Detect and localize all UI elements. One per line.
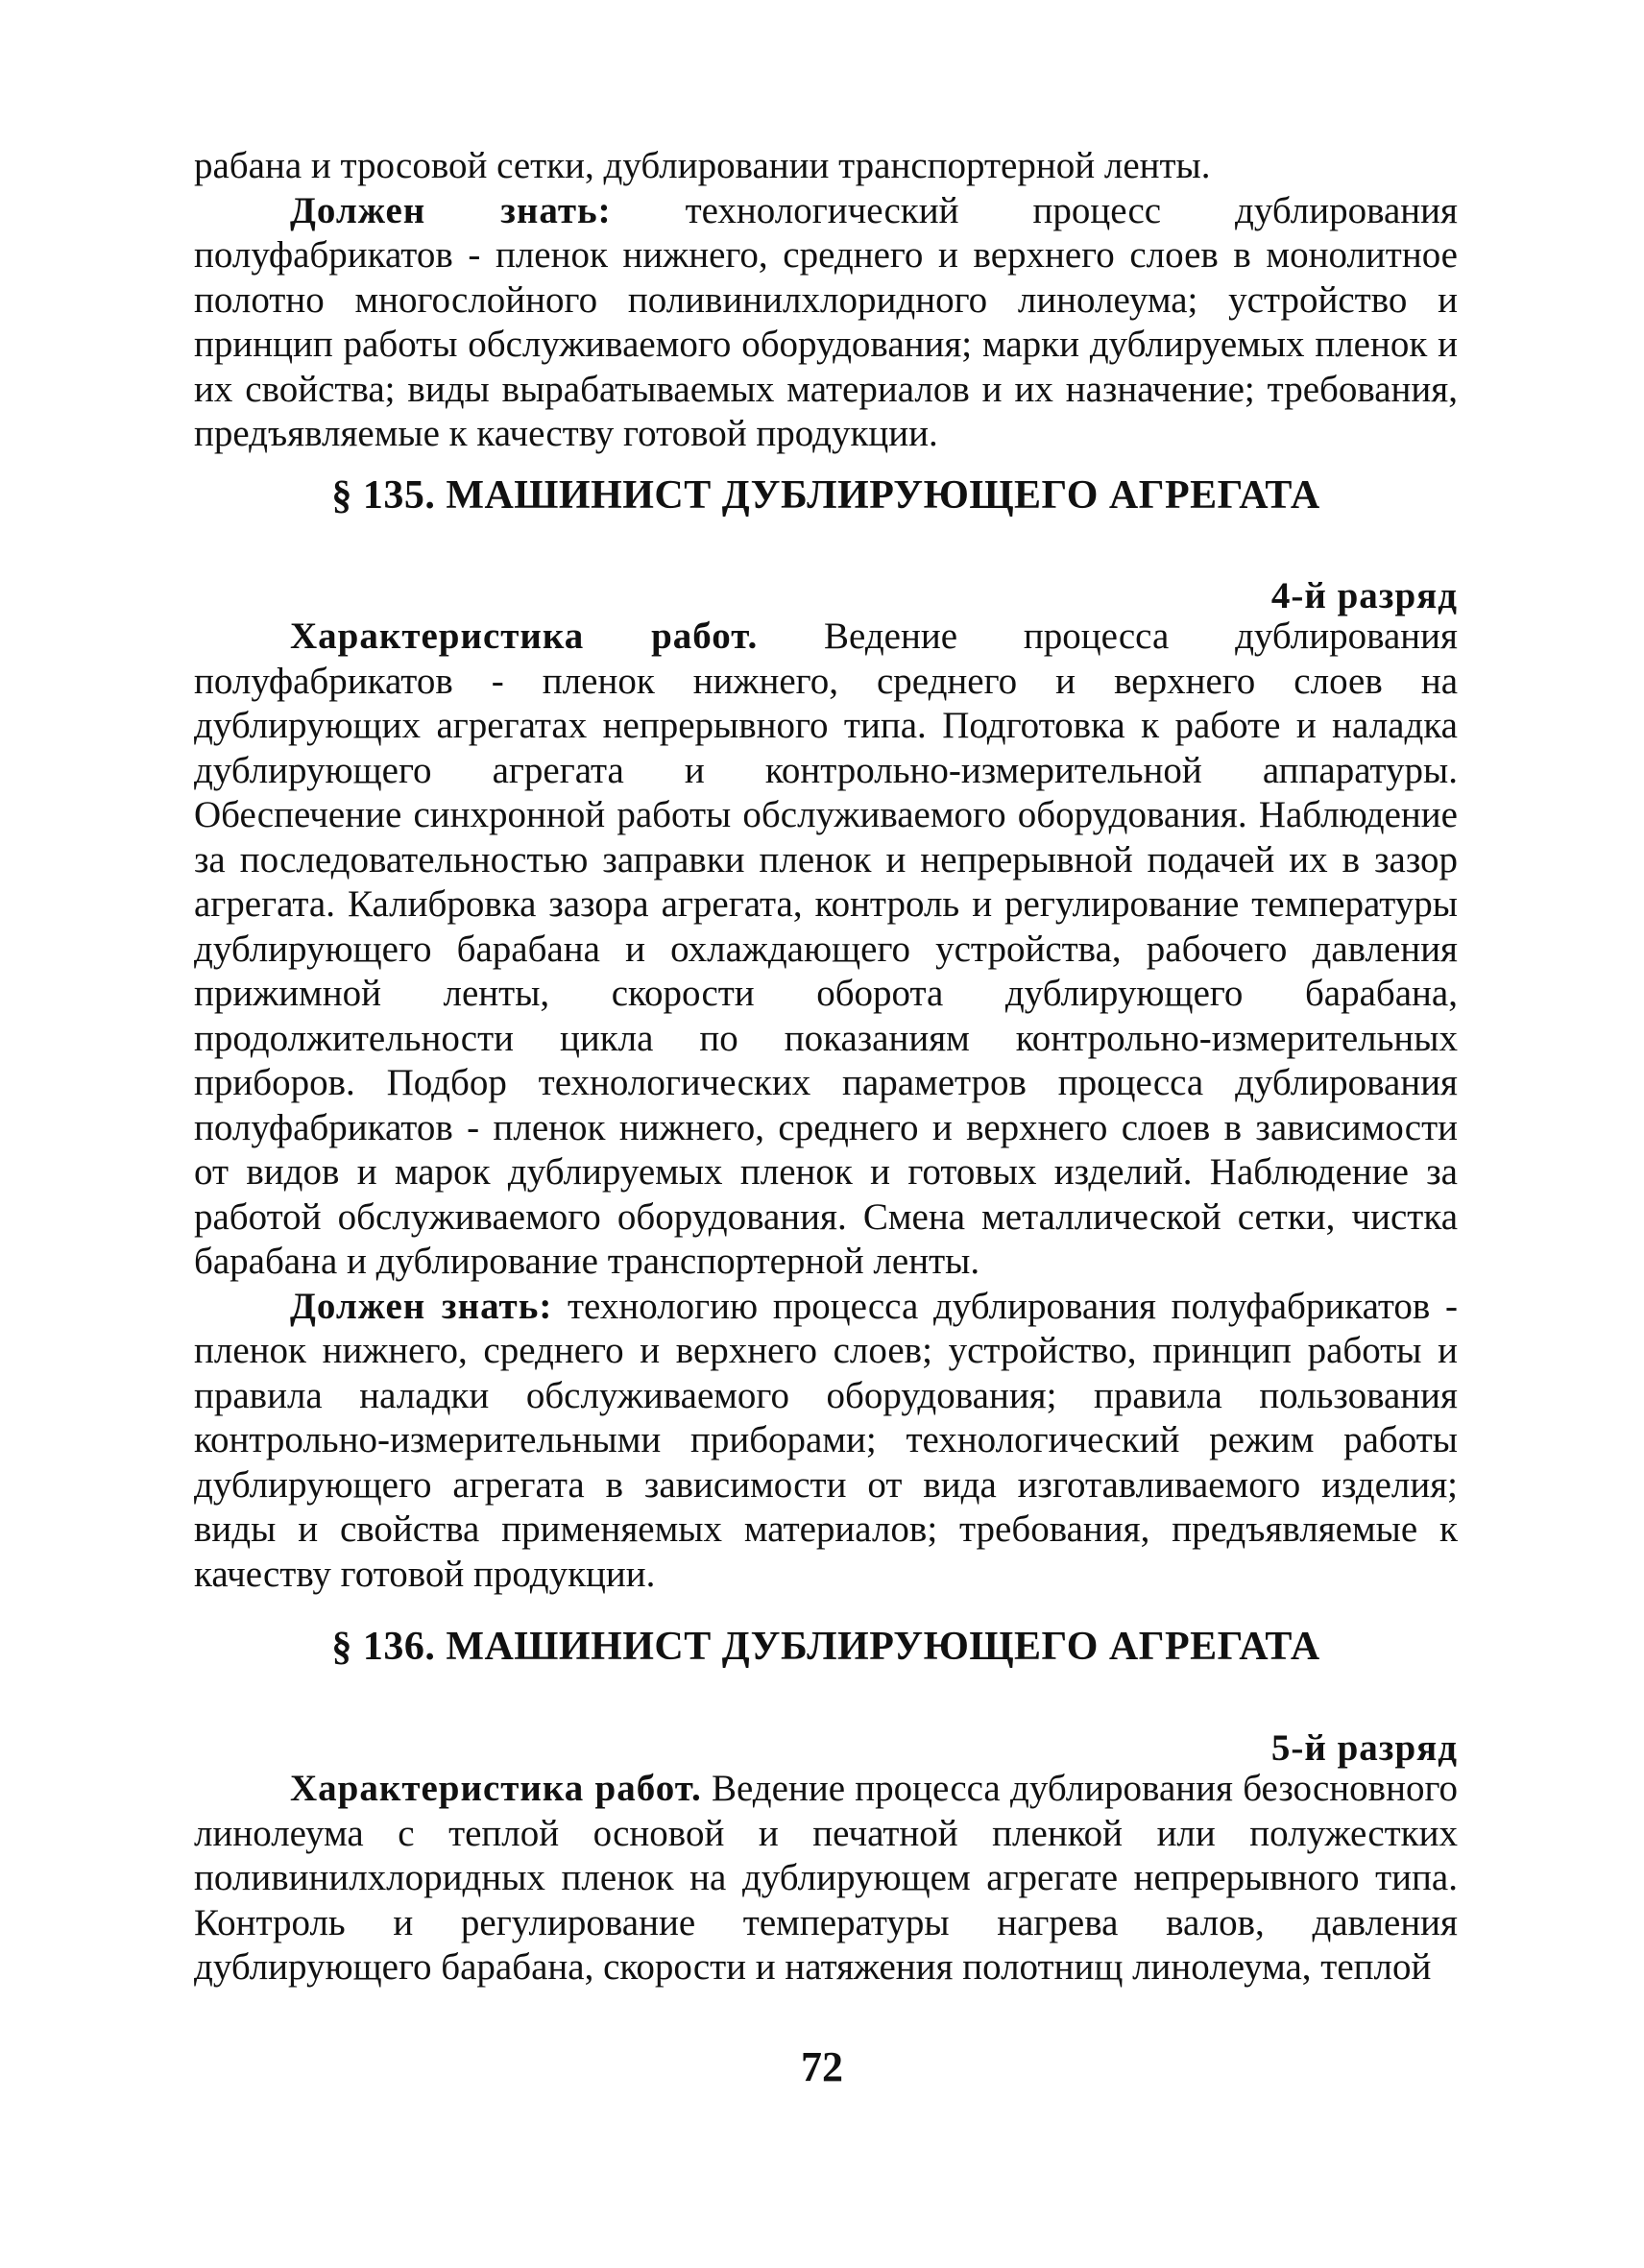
characteristics-text: Ведение процесса дублирования безосновного линолеума с теплой основой и печатной пленкой или полужестких поливинилхлоридных пленок на дублирующем агрегате непрерывного типа. Контроль и регулирование температуры нагрева валов, давления дублирующего барабана, скорости и натяжения полотнищ линолеума, теплой: [194, 1768, 1458, 1988]
know-label: Должен знать:: [290, 189, 612, 231]
know-paragraph: [194, 1285, 1458, 1598]
page-number: 72: [801, 2043, 843, 2090]
characteristics-paragraph: [194, 1767, 1458, 1991]
know-label: Должен знать:: [290, 1285, 553, 1327]
section-136-body: [194, 1767, 1458, 1991]
intro-block: [194, 144, 1458, 457]
section-135-grade: 4-й разряд: [1270, 575, 1458, 616]
section-135-body: [194, 615, 1458, 1597]
section-135-heading: § 135. МАШИНИСТ ДУБЛИРУЮЩЕГО АГРЕГАТА: [331, 473, 1320, 518]
continuation-paragraph: рабана и тросовой сетки, дублировании транспортерной ленты.: [194, 145, 1211, 186]
characteristics-paragraph: [194, 615, 1458, 1285]
characteristics-text: Ведение процесса дублирования полуфабрикатов - пленок нижнего, среднего и верхнего слоев на дублирующих агрегатах непрерывного типа. Подготовка к работе и наладка дублирующего агрегата и контрольно-измерительной аппаратуры. Обеспечение синхронной работы обслуживаемого оборудования. Наблюдение за последовательностью заправки пленок и непрерывной подачей их в зазор агрегата. Калибровка зазора агрегата, контроль и регулирование температуры дублирующего барабана и охлаждающего устройства, рабочего давления прижимной ленты, скорости оборота дублирующего барабана, продолжительности цикла по показаниям контрольно-измерительных приборов. Подбор технологических параметров процесса дублирования полуфабрикатов - пленок нижнего, среднего и верхнего слоев в зависимости от видов и марок дублируемых пленок и готовых изделий. Наблюдение за работой обслуживаемого оборудования. Смена металлической сетки, чистка барабана и дублирование транспортерной ленты.: [194, 615, 1458, 1282]
know-text: технологию процесса дублирования полуфабрикатов - пленок нижнего, среднего и верхнего слоев; устройство, принцип работы и правила наладки обслуживаемого оборудования; правила пользования контрольно-измерительными приборами; технологический режим работы дублирующего агрегата в зависимости от вида изготавливаемого изделия; виды и свойства применяемых материалов; требования, предъявляемые к качеству готовой продукции.: [194, 1285, 1458, 1595]
characteristics-label: Характеристика работ.: [290, 1768, 702, 1809]
section-136-heading: § 136. МАШИНИСТ ДУБЛИРУЮЩЕГО АГРЕГАТА: [331, 1625, 1320, 1669]
characteristics-label: Характеристика работ.: [290, 615, 759, 657]
know-paragraph: [194, 189, 1458, 457]
section-136-grade: 5-й разряд: [1270, 1727, 1458, 1769]
know-text: технологический процесс дублирования полуфабрикатов - пленок нижнего, среднего и верхнего слоев в монолитное полотно многослойного поливинилхлоридного линолеума; устройство и принцип работы обслуживаемого оборудования; марки дублируемых пленок и их свойства; виды вырабатываемых материалов и их назначение; требования, предъявляемые к качеству готовой продукции.: [194, 189, 1458, 454]
